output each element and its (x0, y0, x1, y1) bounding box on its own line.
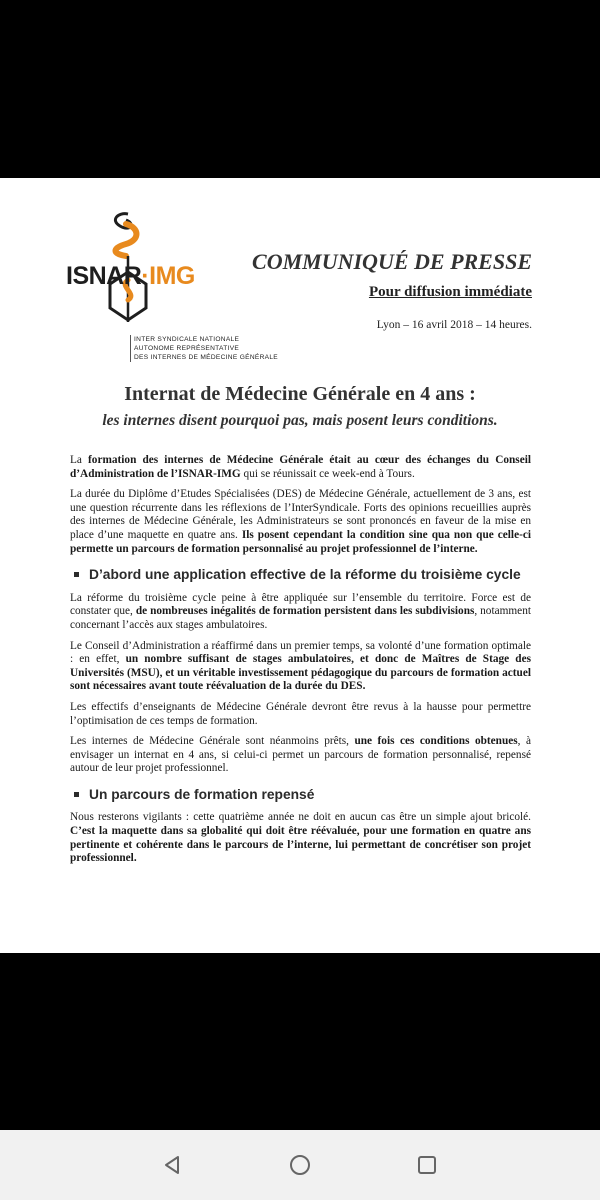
section1-paragraph-1: La réforme du troisième cycle peine à être appliquée sur l’ensemble du territoire. Force est de constater que, de nombreuses inégalités de formation persistent dans les subdivisions, notamment concernant l’accès aux stages ambulatoires. (70, 591, 531, 631)
headline-title: Internat de Médecine Générale en 4 ans : (124, 383, 476, 405)
release-date: Lyon – 16 avril 2018 – 14 heures. (376, 319, 532, 331)
square-bullet-icon (74, 572, 79, 577)
diffusion-label: Pour diffusion immédiate (368, 284, 532, 300)
headline-subtitle: les internes disent pourquoi pas, mais posent leurs conditions. (102, 412, 498, 429)
section1-paragraph-4: Les internes de Médecine Générale sont néanmoins prêts, une fois ces conditions obtenues, à envisager un internat en 4 ans, si celui-ci permet un parcours de formation personnalisé, repensé autour de leur projet professionnel. (70, 735, 531, 775)
intro-paragraph-2: La durée du Diplôme d’Etudes Spécialisées (DES) de Médecine Générale, actuellement de 3 ans, est une question récurrente dans les réflexions de l’InterSyndicale. Forts des opinions recueillies auprès des internes de Médecine Générale, les Administrateurs se sont prononcés en faveur de la mise en place d’une maquette en quatre ans. Ils posent cependant la condition sine qua non que celle-ci permette un parcours de formation personnalisé au projet professionnel de l’interne. (70, 488, 532, 555)
section-heading-1: D’abord une application effective de la réforme du troisième cycle (74, 568, 531, 582)
isnar-img-logo (66, 210, 278, 361)
android-navigation-bar (0, 1130, 600, 1200)
intro-paragraph-1: La formation des internes de Médecine Générale était au cœur des échanges du Conseil d’Administration de l’ISNAR-IMG qui se réunissait ce week-end à Tours. (70, 454, 531, 480)
home-circle-icon (289, 1154, 311, 1176)
recent-apps-button[interactable] (412, 1150, 442, 1180)
top-black-area (0, 0, 600, 178)
recent-square-icon (417, 1155, 437, 1175)
section1-paragraph-3: Les effectifs d’enseignants de Médecine Générale devront être revus à la hausse pour permettre l’optimisation de ces temps de formation. (70, 700, 531, 727)
home-button[interactable] (285, 1150, 315, 1180)
square-bullet-icon (74, 792, 79, 797)
logo-subtitle: INTER SYNDICALE NATIONALE AUTONOME REPRÉSENTATIVE DES INTERNES DE MÉDECINE GÉNÉRALE (130, 335, 278, 362)
document-page (0, 178, 600, 953)
press-release-title: COMMUNIQUÉ DE PRESSE (252, 249, 532, 274)
section1-paragraph-2: Le Conseil d’Administration a réaffirmé dans un premier temps, sa volonté d’une formation optimale : en effet, un nombre suffisant de stages ambulatoires, et donc de Maîtres de Stage des Universités (MSU), et un véritable investissement pédagogique du parcours de formation actuel sont nécessaires avant toute réévaluation de la durée du DES. (70, 639, 531, 693)
logo-wordmark: ISNAR·IMG (66, 262, 195, 290)
back-button[interactable] (157, 1150, 187, 1180)
section2-paragraph-1: Nous resterons vigilants : cette quatrième année ne doit en aucun cas être un simple ajout bricolé. C’est la maquette dans sa globalité qui doit être réévaluée, pour une formation en quatre ans pertinente et cohérente dans le parcours de l’interne, lui permettant de concrétiser son projet professionnel. (70, 811, 531, 865)
section-heading-2: Un parcours de formation repensé (74, 788, 531, 802)
document-body (70, 454, 531, 873)
bottom-black-area (0, 953, 600, 1130)
back-triangle-icon (163, 1155, 181, 1175)
